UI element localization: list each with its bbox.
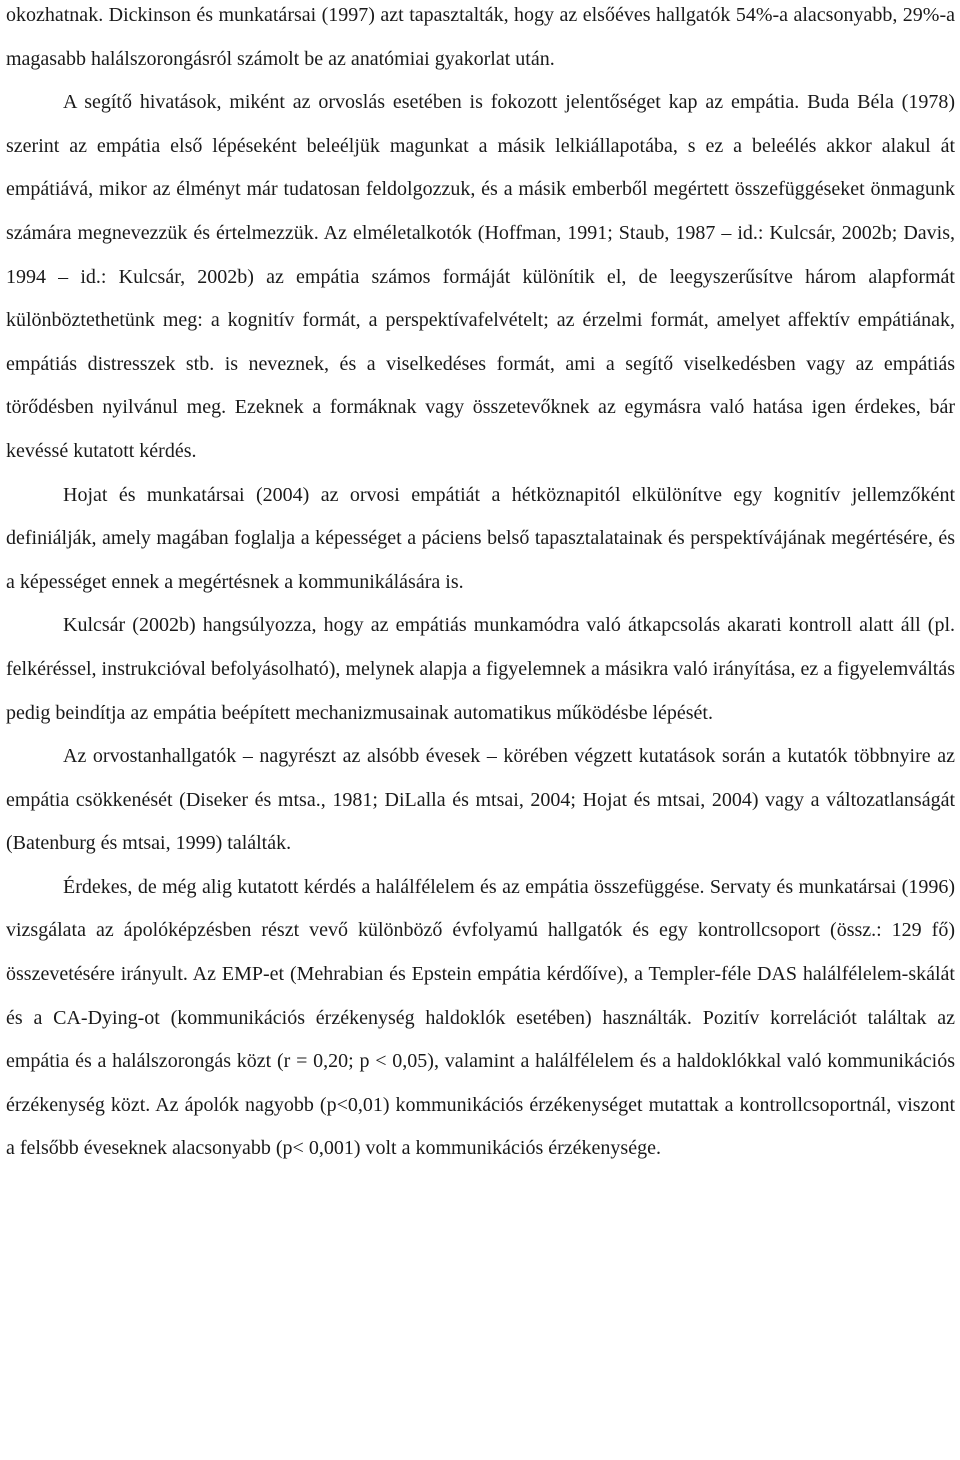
paragraph-3: Hojat és munkatársai (2004) az orvosi empátiát a hétköznapitól elkülönítve egy kognitív jellemzőként definiálják, amely magában foglalja a képességet a páciens belső tapasztalatainak és perspektívájának megértésére, és a képességet ennek a megértésnek a kommunikálására is. bbox=[6, 483, 955, 593]
paragraph-1: okozhatnak. Dickinson és munkatársai (1997) azt tapasztalták, hogy az elsőéves hallgatók 54%-a alacsonyabb, 29%-a magasabb halálszorongásról számolt be az anatómiai gyakorlat után. bbox=[6, 4, 955, 70]
document-page bbox=[6, 0, 955, 1171]
paragraph-4: Kulcsár (2002b) hangsúlyozza, hogy az empátiás munkamódra való átkapcsolás akarati kontroll alatt áll (pl. felkéréssel, instrukcióval befolyásolható), melynek alapja a figyelemnek a másikra való irányítása, ez a figyelemváltás pedig beindítja az empátia beépített mechanizmusainak automatikus működésbe lépését. bbox=[6, 614, 955, 724]
paragraph-6: Érdekes, de még alig kutatott kérdés a halálfélelem és az empátia összefüggése. Servaty és munkatársai (1996) vizsgálata az ápolóképzésben részt vevő különböző évfolyamú hallgatók és egy kontrollcsoport (össz.: 129 fő) összevetésére irányult. Az EMP-et (Mehrabian és Epstein empátia kérdőíve), a Templer-féle DAS halálfélelem-skálát és a CA-Dying-ot (kommunikációs érzékenység haldoklók esetében) használták. Pozitív korrelációt találtak az empátia és a halálszorongás közt (r = 0,20; p < 0,05), valamint a halálfélelem és a haldoklókkal való kommunikációs érzékenység közt. Az ápolók nagyobb (p<0,01) kommunikációs érzékenységet mutattak a kontrollcsoportnál, viszont a felsőbb éveseknek alacsonyabb (p< 0,001) volt a kommunikációs érzékenysége. bbox=[6, 875, 955, 1160]
paragraph-2: A segítő hivatások, miként az orvoslás esetében is fokozott jelentőséget kap az empátia. Buda Béla (1978) szerint az empátia első lépéseként beleéljük magunkat a másik lelkiállapotába, s ez a beleélés akkor alakul át empátiává, mikor az élményt már tudatosan feldolgozzuk, és a másik emberből megértett összefüggéseket önmagunk számára megnevezzük és értelmezzük. Az elméletalkotók (Hoffman, 1991; Staub, 1987 – id.: Kulcsár, 2002b; Davis, 1994 – id.: Kulcsár, 2002b) az empátia számos formáját különítik el, de leegyszerűsítve három alapformát különböztethetünk meg: a kognitív formát, a perspektívafelvételt; az érzelmi formát, amelyet affektív empátiának, empátiás distresszek stb. is neveznek, és a viselkedéses formát, ami a segítő viselkedésben vagy az empátiás törődésben nyilvánul meg. Ezeknek a formáknak vagy összetevőknek az egymásra való hatása igen érdekes, bár kevéssé kutatott kérdés. bbox=[6, 91, 955, 462]
paragraph-5: Az orvostanhallgatók – nagyrészt az alsóbb évesek – körében végzett kutatások során a kutatók többnyire az empátia csökkenését (Diseker és mtsa., 1981; DiLalla és mtsai, 2004; Hojat és mtsai, 2004) vagy a változatlanságát (Batenburg és mtsai, 1999) találták. bbox=[6, 745, 955, 855]
